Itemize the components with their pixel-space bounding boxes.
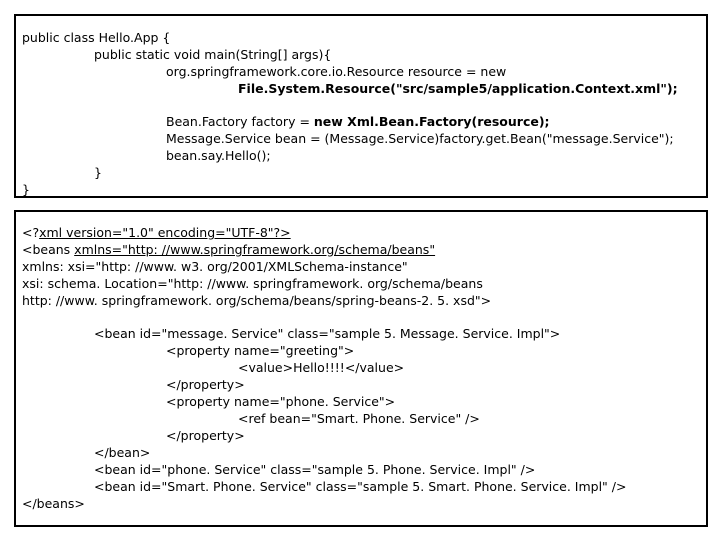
code-line	[166, 114, 550, 130]
code-line: File.System.Resource("src/sample5/application.Context.xml");	[238, 81, 678, 96]
code-line: <value>Hello!!!!</value>	[238, 360, 405, 375]
code-line	[22, 242, 435, 258]
code-line: http: //www. springframework. org/schema/beans/spring-beans-2. 5. xsd">	[22, 293, 492, 308]
code-line: public static void main(String[] args){	[94, 47, 332, 62]
code-line: <bean id="phone. Service" class="sample 5. Phone. Service. Impl" />	[94, 462, 536, 477]
code-line: }	[22, 182, 30, 197]
code-text-underlined: xml version="1.0" encoding="UTF-8"?>	[39, 225, 291, 240]
code-line: </beans>	[22, 496, 85, 511]
code-line: xsi: schema. Location="http: //www. springframework. org/schema/beans	[22, 276, 483, 291]
code-line: </property>	[166, 428, 245, 443]
code-text: <?	[22, 225, 40, 240]
code-line: bean.say.Hello();	[166, 148, 271, 163]
code-line: </bean>	[94, 445, 151, 460]
xml-code-panel	[14, 210, 708, 527]
code-line: <bean id="message. Service" class="sample 5. Message. Service. Impl">	[94, 326, 561, 341]
code-line: <bean id="Smart. Phone. Service" class="sample 5. Smart. Phone. Service. Impl" />	[94, 479, 627, 494]
code-text-underlined: xmlns="http: //www.springframework.org/schema/beans"	[74, 242, 436, 257]
code-text: new	[480, 64, 507, 79]
code-line: </property>	[166, 377, 245, 392]
code-line: }	[94, 165, 102, 180]
code-line	[22, 225, 291, 241]
code-text-bold: new Xml.Bean.Factory(resource);	[313, 114, 550, 129]
code-line	[166, 64, 506, 80]
code-text: Bean.Factory factory =	[166, 114, 314, 129]
code-line: <property name="greeting">	[166, 343, 355, 358]
code-line: xmlns: xsi="http: //www. w3. org/2001/XMLSchema-instance"	[22, 259, 408, 274]
code-line: <ref bean="Smart. Phone. Service" />	[238, 411, 480, 426]
code-text: org.springframework.core.io.Resource resource =	[166, 64, 481, 79]
code-line: <property name="phone. Service">	[166, 394, 396, 409]
code-line: Message.Service bean = (Message.Service)factory.get.Bean("message.Service");	[166, 131, 674, 146]
code-text: <beans	[22, 242, 75, 257]
java-code-panel	[14, 14, 708, 198]
code-line: public class Hello.App {	[22, 30, 171, 45]
